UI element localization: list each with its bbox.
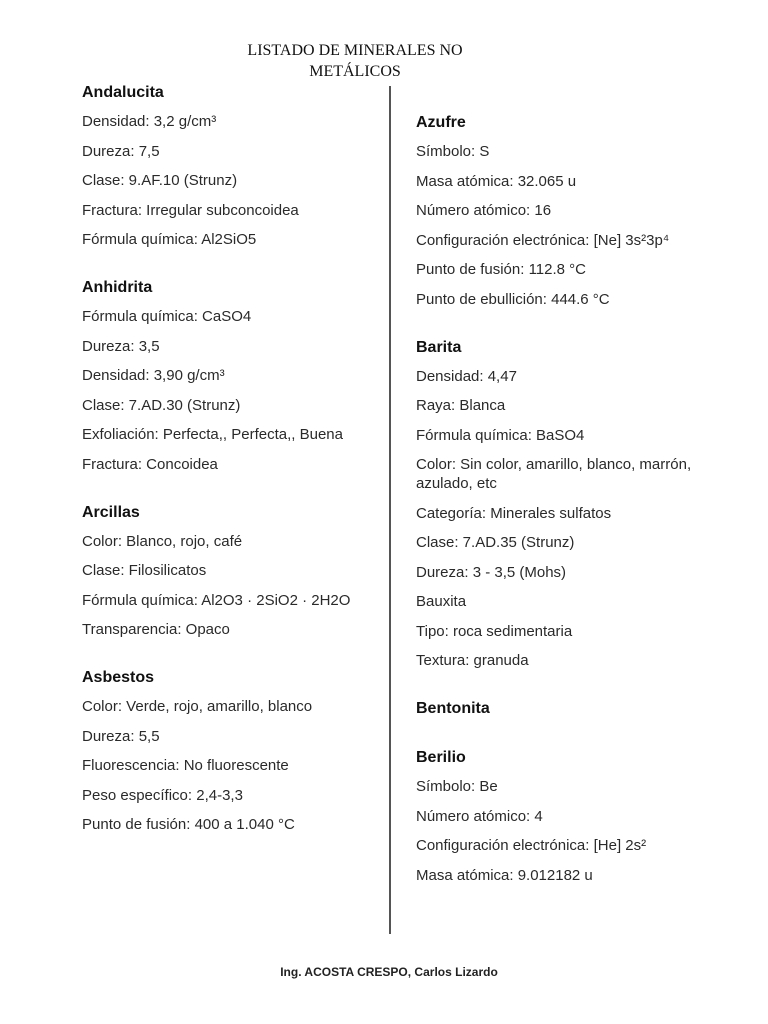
document-title-line-1: LISTADO DE MINERALES NO xyxy=(247,42,463,59)
mineral-property: Punto de ebullición: 444.6 °C xyxy=(416,290,610,308)
mineral-property: Configuración electrónica: [He] 2s² xyxy=(416,837,647,854)
mineral-name: Berilio xyxy=(416,749,466,766)
mineral-section-bentonita xyxy=(416,699,716,719)
mineral-property: Transparencia: Opaco xyxy=(82,621,230,638)
mineral-property: Masa atómica: 32.065 u xyxy=(416,172,577,190)
mineral-property: Color: Verde, rojo, amarillo, blanco xyxy=(82,698,313,715)
mineral-name: Asbestos xyxy=(82,669,155,686)
mineral-property: Textura: granuda xyxy=(416,652,529,669)
mineral-name: Bentonita xyxy=(416,700,490,717)
mineral-property: Clase: 7.AD.35 (Strunz) xyxy=(416,534,575,551)
mineral-name: Azufre xyxy=(416,114,466,131)
mineral-section-andalucita xyxy=(82,83,372,249)
mineral-property: Tipo: roca sedimentaria xyxy=(416,622,573,640)
mineral-section-arcillas xyxy=(82,503,372,640)
document-title-line-2: METÁLICOS xyxy=(309,63,401,80)
mineral-name: Andalucita xyxy=(82,84,164,101)
mineral-property: Color: Sin color, amarillo, blanco, marrón, azulado, etc xyxy=(416,456,692,492)
mineral-property: Dureza: 7,5 xyxy=(82,142,160,160)
mineral-property: Clase: 9.AF.10 (Strunz) xyxy=(82,172,238,189)
mineral-property: Símbolo: Be xyxy=(416,778,498,795)
mineral-property: Fórmula química: Al2O3 · 2SiO2 · 2H2O xyxy=(82,591,351,609)
mineral-property: Densidad: 3,90 g/cm³ xyxy=(82,367,225,384)
mineral-property: Dureza: 3 - 3,5 (Mohs) xyxy=(416,563,567,581)
mineral-property: Fórmula química: CaSO4 xyxy=(82,308,252,325)
mineral-property: Densidad: 3,2 g/cm³ xyxy=(82,113,217,130)
mineral-property: Dureza: 3,5 xyxy=(82,337,160,355)
mineral-property: Categoría: Minerales sulfatos xyxy=(416,504,612,522)
mineral-property: Clase: Filosilicatos xyxy=(82,562,207,579)
mineral-property: Bauxita xyxy=(416,593,467,610)
mineral-property: Configuración electrónica: [Ne] 3s²3p⁴ xyxy=(416,231,670,249)
mineral-property: Fractura: Concoidea xyxy=(82,455,218,473)
mineral-property: Exfoliación: Perfecta,, Perfecta,, Buena xyxy=(82,426,343,443)
mineral-property: Color: Blanco, rojo, café xyxy=(82,532,243,550)
mineral-property: Peso específico: 2,4-3,3 xyxy=(82,786,243,804)
mineral-property: Número atómico: 4 xyxy=(416,807,543,825)
mineral-section-azufre xyxy=(416,113,716,309)
mineral-name: Arcillas xyxy=(82,503,140,521)
document-footer: Ing. ACOSTA CRESPO, Carlos Lizardo xyxy=(280,965,498,979)
left-column xyxy=(82,83,372,863)
mineral-property: Clase: 7.AD.30 (Strunz) xyxy=(82,396,241,414)
right-column xyxy=(416,113,716,914)
mineral-section-anhidrita xyxy=(82,278,372,474)
mineral-property: Dureza: 5,5 xyxy=(82,727,160,745)
mineral-section-berilio xyxy=(416,748,716,885)
mineral-property: Número atómico: 16 xyxy=(416,202,552,219)
document-title xyxy=(0,40,710,82)
mineral-property: Punto de fusión: 400 a 1.040 °C xyxy=(82,816,295,833)
mineral-property: Densidad: 4,47 xyxy=(416,367,517,385)
column-divider xyxy=(389,86,391,934)
mineral-property: Fórmula química: BaSO4 xyxy=(416,426,585,444)
mineral-property: Masa atómica: 9.012182 u xyxy=(416,866,593,884)
mineral-section-barita xyxy=(416,338,716,671)
mineral-property: Raya: Blanca xyxy=(416,397,506,414)
mineral-property: Fluorescencia: No fluorescente xyxy=(82,757,289,774)
mineral-name: Barita xyxy=(416,338,462,356)
mineral-property: Símbolo: S xyxy=(416,143,490,160)
mineral-property: Fractura: Irregular subconcoidea xyxy=(82,201,299,219)
mineral-name: Anhidrita xyxy=(82,279,153,296)
mineral-section-asbestos xyxy=(82,668,372,834)
mineral-property: Fórmula química: Al2SiO5 xyxy=(82,231,257,248)
mineral-property: Punto de fusión: 112.8 °C xyxy=(416,261,587,278)
